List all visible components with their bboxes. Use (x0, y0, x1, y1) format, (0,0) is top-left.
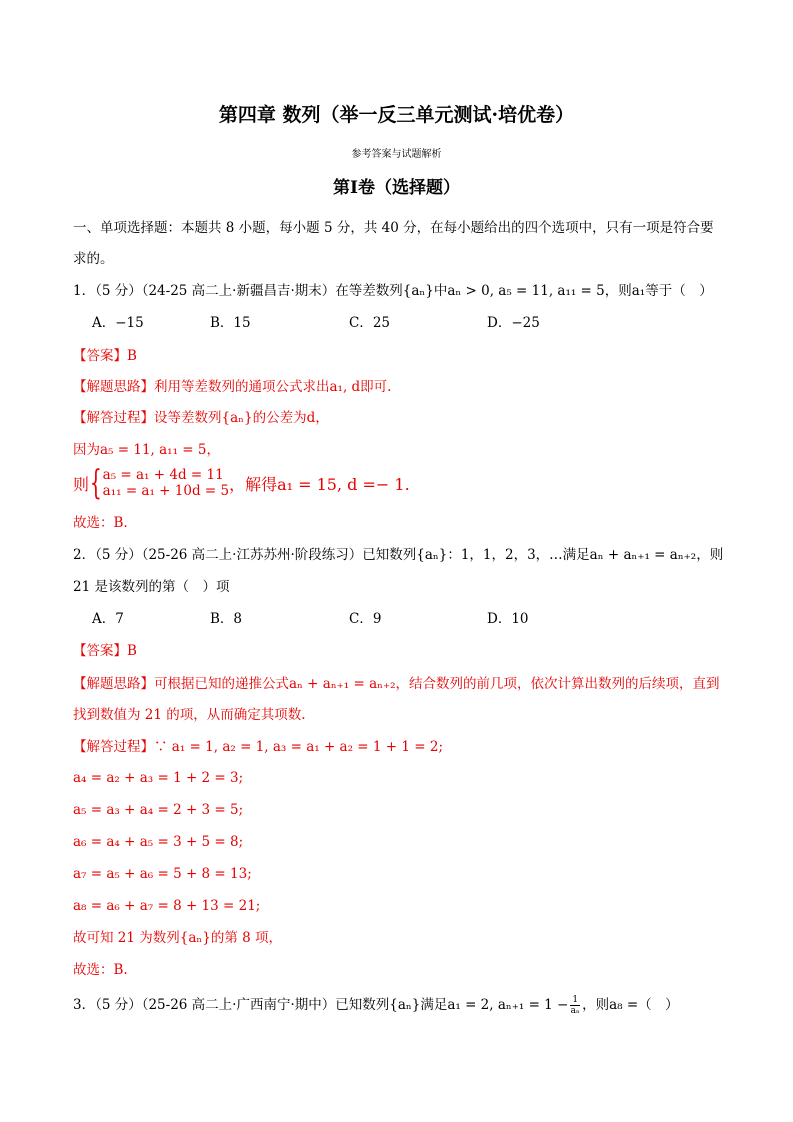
q1-idea: 【解题思路】利用等差数列的通项公式求出a₁, d即可. (73, 379, 392, 395)
q2-option-b: B．8 (210, 611, 243, 627)
q2-step-5: a₇ = a₅ + a₆ = 5 + 8 = 13; (73, 866, 252, 882)
q2-choose: 故选：B. (73, 962, 128, 978)
q2-stem-line-1: 2．（5 分）（25-26 高二上·江苏苏州·阶段练习）已知数列{aₙ}：1，1，2，3，…满足aₙ + aₙ₊₁ = aₙ₊₂，则 (73, 547, 724, 563)
q1-system-rows (103, 467, 229, 499)
q1-process: 【解答过程】设等差数列{aₙ}的公差为d， (73, 410, 329, 426)
page-subtitle: 参考答案与试题解析 (351, 149, 442, 160)
q3-fraction-numerator: 1 (572, 995, 579, 1005)
q2-step-3: a₅ = a₃ + a₄ = 2 + 3 = 5; (73, 802, 244, 818)
q1-answer: 【答案】B (73, 348, 137, 364)
q1-option-c: C．25 (349, 315, 391, 331)
q1-system-prefix: 则 (73, 474, 90, 494)
brace-glyph: { (89, 463, 102, 503)
q2-option-a: A．7 (92, 611, 124, 627)
q1-stem: 1．（5 分）（24-25 高二上·新疆昌吉·期末）在等差数列{aₙ}中aₙ > 0, a₅ = 11, a₁₁ = 5，则a₁等于（ ） (73, 283, 713, 299)
q2-idea-line-1: 【解题思路】可根据已知的递推公式aₙ + aₙ₊₁ = aₙ₊₂，结合数列的前几项，依次计算出数列的后续项，直到 (73, 676, 720, 692)
page-title: 第四章 数列（举一反三单元测试·培优卷） (218, 104, 575, 126)
q3-fraction-denominator: aₙ (570, 1006, 580, 1016)
q2-step-1: 【解答过程】∵ a₁ = 1, a₂ = 1, a₃ = a₁ + a₂ = 1 + 1 = 2; (73, 739, 444, 755)
q2-step-4: a₆ = a₄ + a₅ = 3 + 5 = 8; (73, 834, 244, 850)
q1-equation-system (73, 463, 410, 503)
q3-stem (73, 995, 679, 1016)
q2-option-c: C．9 (349, 611, 382, 627)
q3-fraction (570, 995, 580, 1016)
intro-line-2: 求的。 (73, 251, 114, 267)
q1-since: 因为a₅ = 11, a₁₁ = 5， (73, 442, 220, 458)
q1-system-solution: ，解得a₁ = 15, d =− 1. (229, 474, 410, 494)
q2-conclusion: 故可知 21 为数列{aₙ}的第 8 项， (73, 930, 282, 946)
q1-option-a: A．−15 (92, 315, 144, 331)
q1-option-d: D．−25 (487, 315, 540, 331)
q3-stem-a: 3．（5 分）（25-26 高二上·广西南宁·期中）已知数列{aₙ}满足a₁ = 2, aₙ₊₁ = 1 − (73, 997, 569, 1013)
q1-system-row-2: a₁₁ = a₁ + 10d = 5 (102, 483, 230, 499)
q2-stem-line-2: 21 是该数列的第（ ）项 (73, 579, 230, 595)
q2-option-d: D．10 (487, 611, 529, 627)
q1-option-b: B．15 (210, 315, 251, 331)
q2-idea-line-2: 找到数值为 21 的项，从而确定其项数. (73, 707, 306, 723)
q2-answer: 【答案】B (73, 643, 137, 659)
q3-stem-b: ，则a₈ =（ ） (582, 997, 679, 1013)
q1-system-row-1: a₅ = a₁ + 4d = 11 (102, 467, 224, 483)
section-heading: 第Ⅰ卷（选择题） (333, 178, 460, 198)
q1-choose: 故选：B. (73, 515, 128, 531)
q2-step-2: a₄ = a₂ + a₃ = 1 + 2 = 3; (73, 770, 244, 786)
intro-line-1: 一、单项选择题：本题共 8 小题，每小题 5 分，共 40 分，在每小题给出的四个选项中，只有一项是符合要 (73, 220, 714, 236)
q2-step-6: a₈ = a₆ + a₇ = 8 + 13 = 21; (73, 898, 261, 914)
